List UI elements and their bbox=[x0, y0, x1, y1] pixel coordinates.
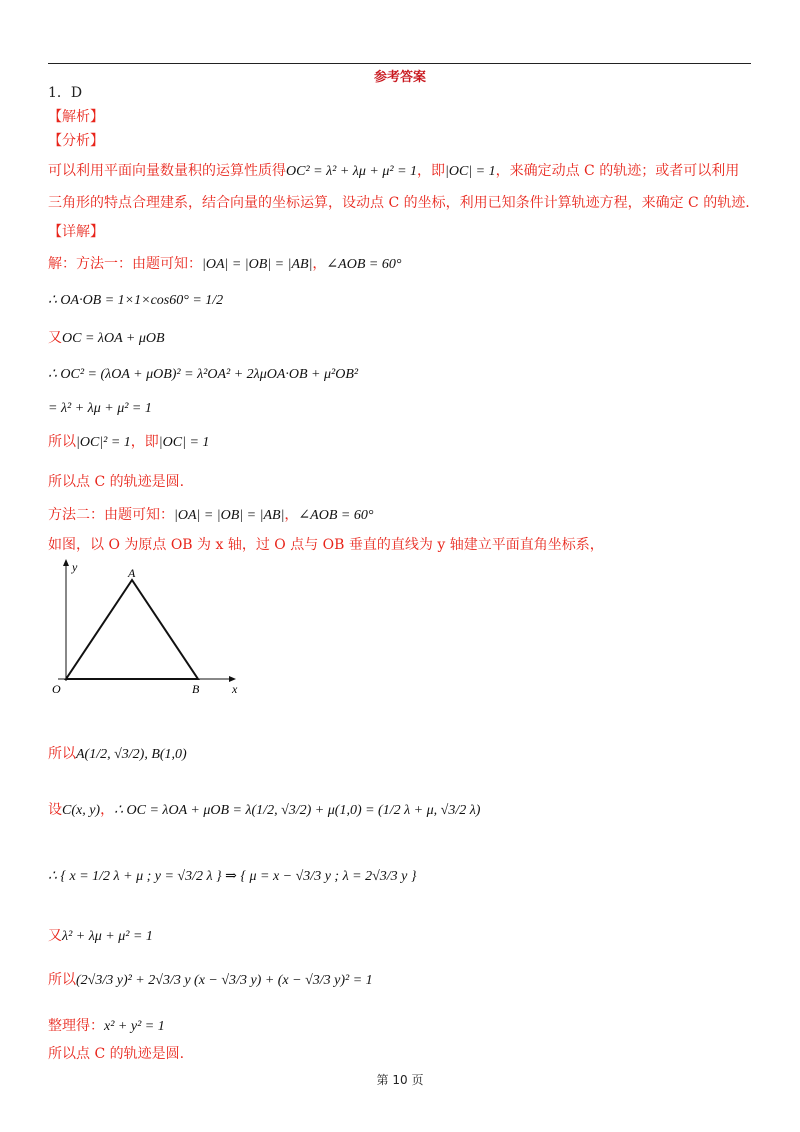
text: 又 bbox=[48, 928, 62, 944]
formula: |OC| = 1 bbox=[158, 435, 210, 450]
formula: = λ² + λμ + μ² = 1 bbox=[48, 401, 152, 416]
formula: ∠AOB = 60° bbox=[326, 257, 402, 272]
point-a-label: A bbox=[128, 566, 136, 580]
analysis-line-1 bbox=[48, 161, 739, 182]
text: ， bbox=[312, 256, 327, 272]
label-fenxi: 【分析】 bbox=[48, 133, 104, 149]
header-rule bbox=[48, 63, 751, 64]
formula: |OC|² = 1 bbox=[76, 435, 131, 450]
y-axis-label: y bbox=[72, 560, 78, 574]
answer-line: 1．D bbox=[48, 85, 83, 101]
equation-system bbox=[48, 866, 416, 887]
y-axis-arrow-icon bbox=[63, 559, 69, 566]
triangle-oab bbox=[66, 580, 198, 679]
text: 方法二：由题可知： bbox=[48, 507, 174, 523]
point-b-label: B bbox=[192, 682, 200, 696]
formula: (2√3/3 y)² + 2√3/3 y (x − √3/3 y) + (x − √3/3 y)² = 1 bbox=[76, 973, 373, 988]
text: 整理得： bbox=[48, 1018, 104, 1034]
formula: A(1/2, √3/2), B(1,0) bbox=[76, 747, 187, 762]
formula: λ² + λμ + μ² = 1 bbox=[62, 929, 153, 944]
analysis-line-2: 三角形的特点合理建系，结合向量的坐标运算，设动点 C 的坐标，利用已知条件计算轨迹方程，来确定 C 的轨迹. bbox=[48, 195, 750, 211]
constraint-line bbox=[48, 926, 153, 947]
text: 所以 bbox=[48, 434, 76, 450]
oc-square-expansion bbox=[48, 364, 358, 385]
formula: C(x, y) bbox=[62, 803, 101, 818]
vector-coordinate-line bbox=[48, 800, 480, 821]
formula: ∠AOB = 60° bbox=[298, 508, 374, 523]
simplified-equation bbox=[48, 1016, 165, 1037]
text: 设 bbox=[48, 802, 62, 818]
formula: ∴ OC = λOA + μOB = λ(1/2, √3/2) + μ(1,0) = (1/2 λ + μ, √3/2 λ) bbox=[114, 803, 481, 818]
text: 可以利用平面向量数量积的运算性质得 bbox=[48, 163, 286, 179]
formula: OC² = λ² + λμ + μ² = 1 bbox=[286, 164, 418, 179]
oc-length-line bbox=[48, 432, 209, 453]
origin-label: O bbox=[52, 682, 61, 696]
text: 所以 bbox=[48, 746, 76, 762]
method2-intro bbox=[48, 505, 373, 526]
formula: ∴ OC² = (λOA + μOB)² = λ²OA² + 2λμOA·OB + μ²OB² bbox=[48, 367, 359, 382]
method1-intro bbox=[48, 254, 401, 275]
oc-square-result bbox=[48, 398, 152, 419]
substitution-line bbox=[48, 970, 373, 991]
x-axis-label: x bbox=[232, 682, 238, 696]
text: 又 bbox=[48, 330, 62, 346]
text: ， bbox=[100, 802, 115, 818]
formula: OC = λOA + μOB bbox=[62, 331, 165, 346]
triangle-figure bbox=[48, 556, 258, 701]
formula: |OC| = 1 bbox=[445, 164, 496, 179]
text: 解：方法一：由题可知： bbox=[48, 256, 202, 272]
conclusion-1: 所以点 C 的轨迹是圆. bbox=[48, 474, 185, 490]
text: ， bbox=[284, 507, 299, 523]
text: ，即 bbox=[417, 163, 446, 179]
point-coordinates bbox=[48, 744, 187, 765]
text: ，即 bbox=[130, 434, 159, 450]
label-xiangjie: 【详解】 bbox=[48, 224, 104, 240]
formula: ∴ OA·OB = 1×1×cos60° = 1/2 bbox=[48, 293, 224, 308]
coordinate-setup: 如图，以 O 为原点 OB 为 x 轴，过 O 点与 OB 垂直的直线为 y 轴建立平面直角坐标系， bbox=[48, 537, 604, 553]
page-number: 第 10 页 bbox=[376, 1073, 424, 1087]
oc-expression bbox=[48, 328, 165, 349]
formula: |OA| = |OB| = |AB| bbox=[174, 508, 285, 523]
conclusion-2: 所以点 C 的轨迹是圆. bbox=[48, 1046, 185, 1062]
formula: |OA| = |OB| = |AB| bbox=[202, 257, 313, 272]
dot-product-line bbox=[48, 290, 223, 311]
text: ，来确定动点 C 的轨迹；或者可以利用 bbox=[495, 163, 740, 179]
formula: x² + y² = 1 bbox=[104, 1019, 165, 1034]
page-title: 参考答案 bbox=[373, 70, 426, 85]
formula: ∴ { x = 1/2 λ + μ ; y = √3/2 λ } ⇒ { μ = x − √3/3 y ; λ = 2√3/3 y } bbox=[48, 869, 417, 884]
label-jiexi: 【解析】 bbox=[48, 109, 104, 125]
text: 所以 bbox=[48, 972, 76, 988]
